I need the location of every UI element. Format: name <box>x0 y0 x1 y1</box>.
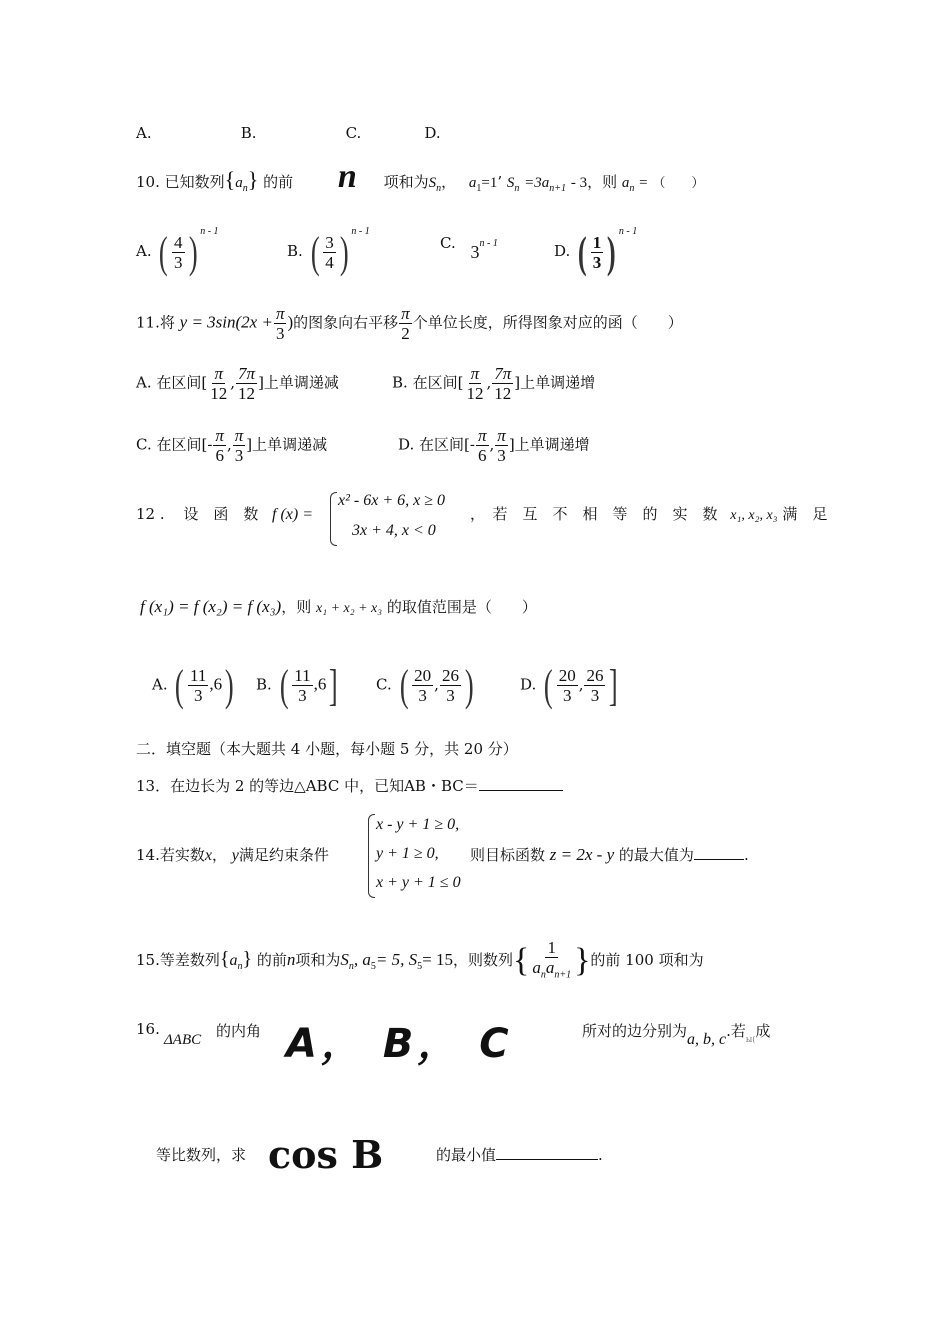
question-12-line-2 <box>140 596 537 617</box>
q16-tiny: ы( <box>745 1035 756 1044</box>
q12-opt-b-num: 11 <box>294 666 311 685</box>
option-d: D. <box>424 124 441 142</box>
top-options <box>136 124 441 142</box>
question-14 <box>136 844 329 865</box>
q11-opt-a-d1: 12 <box>210 384 228 403</box>
q15-s5: = 5, S <box>375 950 418 970</box>
q11-two: 2 <box>401 324 410 343</box>
q10-a1: a <box>468 175 477 191</box>
q16-blank <box>496 1159 598 1160</box>
q12-text-3: 满 足 <box>782 505 828 523</box>
q12-opt-d-num1: 20 <box>558 666 576 685</box>
q12-opt-b-den: 3 <box>298 686 307 705</box>
q12-opt-c-den1: 3 <box>418 686 427 705</box>
q10-opt-a-num: 4 <box>174 232 183 252</box>
q16-line-2 <box>156 1144 246 1165</box>
q14-constraint-2: y + 1 ≥ 0, <box>376 845 439 862</box>
q11-option-a: A. 在区间[ $\frac{\pi}{12}$ , $\frac{7\pi}{12}$ ]上单调递减 <box>136 364 339 403</box>
q11-option-c: C. 在区间[- $\frac{\pi}{6}$ , $\frac{\pi}{3}$ ]上单调递减 <box>136 426 328 465</box>
q12-option-d: D. ( $\frac{20}{3}$ , $\frac{26}{3}$ ] <box>520 661 619 710</box>
q10-an2: a <box>621 175 630 191</box>
q10-big-n: n <box>337 158 357 195</box>
q10-opt-b-label: B. <box>287 242 303 260</box>
q10-opt-d-den: 3 <box>592 252 602 272</box>
q10-sn-sub: n <box>436 183 442 194</box>
q10-opt-b-num: 3 <box>325 232 334 252</box>
q15-text-1: 等差数列 <box>159 951 220 970</box>
q11-opt-d-label: D. <box>398 435 415 454</box>
q12-sum: x₁ + x₂ + x₃ <box>316 601 383 616</box>
question-13 <box>136 775 563 796</box>
q11-option-b: B. 在区间[ $\frac{\pi}{12}$ , $\frac{7\pi}{12}$ ]上单调递增 <box>392 364 596 403</box>
q11-close: ) <box>287 312 294 332</box>
q11-opt-b-n2: 7π <box>494 364 512 383</box>
q12-option-a <box>152 660 237 711</box>
q11-pi-2: π <box>401 304 410 323</box>
q15-one: 1 <box>547 938 556 957</box>
q16-cosb: cos B <box>268 1132 384 1177</box>
q12-opt-c-lparen: ( <box>399 661 409 710</box>
q12-opt-a-rest: ,6 <box>209 674 223 694</box>
q12-opt-d-den1: 3 <box>562 686 572 705</box>
q10-a1-sub: 1 <box>476 183 482 194</box>
section-2-heading: 二．填空题（本大题共 4 小题，每小题 5 分，共 20 分） <box>136 740 518 758</box>
q12-opt-a-rparen: ) <box>225 661 234 710</box>
q12-opt-b-label: B. <box>256 675 272 694</box>
q11-opt-b-label: B. <box>392 373 408 392</box>
q10-then: ，则 <box>587 173 618 191</box>
q12-opt-a-den: 3 <box>193 686 203 705</box>
q11-option-d: D. 在区间[- $\frac{\pi}{6}$ , $\frac{\pi}{3}$ ]上单调递增 <box>398 426 590 465</box>
q12-opt-c-rparen: ) <box>464 661 474 710</box>
q10-number: 10. <box>136 173 160 191</box>
q16-text-4: 成 <box>755 1022 771 1040</box>
q12-text-5: 的取值范围是（ ） <box>386 598 537 616</box>
q10-opt-b-exp: n - 1 <box>351 226 370 237</box>
q16-triangle: ΔABC <box>164 1032 202 1048</box>
q11-opt-a-d2: 12 <box>238 384 256 403</box>
q10-opt-c-exp: n - 1 <box>479 238 498 249</box>
q10-paren: （ ） <box>652 176 705 191</box>
q15-a-sub: n <box>237 961 243 973</box>
q10-opt-c-label: C. <box>440 234 456 252</box>
q16-big-abc: A， B， C <box>286 1021 513 1067</box>
q12-text-2-wrap <box>470 503 827 524</box>
q15-a: a <box>229 952 238 970</box>
q15-text-3: 项和为 <box>295 951 341 970</box>
q11-opt-b-n1: π <box>470 364 480 383</box>
q16-abc: a, b, c <box>687 1031 727 1048</box>
q14-y: y <box>231 847 239 864</box>
q12-case-2: 3x + 4, x < 0 <box>352 522 436 539</box>
question-11 <box>136 304 683 343</box>
q15-eq15: = 15 <box>422 950 453 970</box>
q12-opt-b-rest: ,6 <box>313 674 327 694</box>
q10-an2-sub: n <box>629 183 635 194</box>
q16-text-2-span: 所对的边分别为 <box>582 1022 688 1040</box>
q12-fx: f (x) = <box>272 506 313 523</box>
q10-sn2: S <box>506 175 515 191</box>
option-c: C. <box>345 124 362 142</box>
q15-s-sub: n <box>348 961 354 973</box>
q12-opt-c-num1: 20 <box>414 666 432 685</box>
q16-tail <box>436 1144 603 1165</box>
q14-x: x <box>204 847 212 864</box>
q14-text-3: 则目标函数 <box>470 846 546 864</box>
q10-eq: =3a <box>524 175 550 191</box>
q15-den-sub1: n <box>540 969 546 981</box>
q12-opt-d-lparen: ( <box>543 661 553 710</box>
q15-number: 15. <box>136 951 160 970</box>
q10-opt-b-den: 4 <box>325 252 334 272</box>
q15-a5-sub: 5 <box>370 961 376 973</box>
q10-sub-n1: n+1 <box>549 183 567 194</box>
q12-option-b <box>256 660 341 711</box>
q16-text-3: .若 <box>726 1022 746 1040</box>
q11-text-3: 个单位长度，所得图象对应的函（ ） <box>412 313 683 332</box>
q10-text-3: 项和为 <box>383 173 429 191</box>
q15-text-4: ，则数列 <box>452 951 513 970</box>
q15-text-5: 的前 100 项和为 <box>590 951 704 970</box>
q14-text-1: 若实数 <box>159 846 205 864</box>
q11-opt-b-d1: 12 <box>466 384 484 403</box>
q12-text-2: ， 若 互 不 相 等 的 实 数 <box>470 505 718 523</box>
q11-opt-c-d1: 6 <box>215 446 224 465</box>
q14-text-4: 的最大值为 <box>618 846 694 864</box>
q11-opt-d-n1: π <box>477 426 487 445</box>
q12-text-4: ，则 <box>281 598 312 616</box>
q10-option-d: D. ( $\frac{1}{3}$ ) $^{n - 1}$ <box>554 226 638 277</box>
q10-minus3: - 3 <box>570 175 588 191</box>
q14-number: 14. <box>136 846 160 864</box>
q16-number: 16. <box>136 1020 160 1038</box>
q13-blank <box>479 790 563 791</box>
q11-expr: y = 3sin(2x + <box>179 312 273 332</box>
q12-opt-d-label: D. <box>520 675 537 694</box>
q11-opt-c-n1: π <box>215 426 224 445</box>
q12-number: 12 . <box>136 505 165 523</box>
q11-opt-d-d1: 6 <box>477 446 487 465</box>
q12-option-c: C. ( $\frac{20}{3}$ , $\frac{26}{3}$ ) <box>376 661 474 710</box>
q15-s: S <box>340 950 349 970</box>
q10-text-1: 已知数列 <box>164 173 225 191</box>
q11-opt-b-end: ]上单调递增 <box>514 373 596 392</box>
q14-constraint-3: x + y + 1 ≤ 0 <box>376 874 461 891</box>
q10-opt-d-label: D. <box>554 242 571 260</box>
q10-a: a <box>235 175 243 191</box>
q11-opt-a-label: A. <box>136 373 152 392</box>
q11-opt-d-end: ]上单调递增 <box>508 435 590 454</box>
q14-constraint-1: x - y + 1 ≥ 0, <box>376 816 460 833</box>
q12-opt-c-num2: 26 <box>441 666 459 685</box>
q12-opt-d-rparen: ] <box>609 661 619 710</box>
q11-text-2: 的图象向右平移 <box>293 313 399 332</box>
option-a: A. <box>136 124 152 142</box>
q11-pi: π <box>275 304 285 323</box>
q10-sn2-sub: n <box>514 183 520 194</box>
q11-opt-c-end: ]上单调递减 <box>246 435 328 454</box>
q14-brace <box>368 814 375 898</box>
q11-number: 11. <box>136 313 160 332</box>
q11-opt-c-n2: π <box>234 426 244 445</box>
q11-three: 3 <box>275 324 285 343</box>
q11-opt-a-n2: 7π <box>238 364 256 383</box>
q12-eq: f (x₁) = f (x₂) = f (x₃) <box>140 597 282 616</box>
q16-text-6: 的最小值 <box>436 1146 497 1164</box>
q15-den-a1: a <box>532 958 541 977</box>
q12-opt-a-lparen: ( <box>175 661 185 710</box>
q11-opt-d-text: 在区间[- <box>419 435 475 454</box>
q12-piecewise <box>272 492 446 539</box>
q12-opt-b-lparen: ( <box>279 661 289 710</box>
q16-text-5: 等比数列，求 <box>156 1146 247 1164</box>
q16-text-2 <box>582 1020 771 1048</box>
q10-opt-a-den: 3 <box>174 252 183 272</box>
q12-opt-c-label: C. <box>376 675 392 694</box>
question-10: 10. 已知数列$\{a_n\}$ 的前 n 项和为$S_n$， $a_1=1$’ $S_n =3a_{n+1} - 3$，则 $a_n$ = （ ） <box>136 158 705 195</box>
q10-text-2: 的前 <box>263 173 294 191</box>
q15-n: n <box>286 950 296 970</box>
q11-opt-d-d2: 3 <box>497 446 506 465</box>
q10-a1-eq: =1 <box>481 175 498 191</box>
q12-text-1: 设 函 数 <box>183 505 259 523</box>
q12-brace <box>330 492 337 546</box>
option-b: B. <box>240 124 257 142</box>
q14-comma: ， <box>211 846 227 864</box>
q13-text: 13．在边长为 2 的等边△ABC 中，已知AB・BC＝ <box>136 777 479 795</box>
q10-opt-c-base: 3 <box>470 242 480 262</box>
q11-opt-a-n1: π <box>214 364 224 383</box>
q11-opt-a-text: 在区间[ <box>156 373 208 392</box>
q15-text-2: 的前 <box>256 951 287 970</box>
q14-objective: z = 2x - y <box>549 845 615 864</box>
q12-opt-a-label: A. <box>152 675 168 694</box>
q15-den: $a_na_{n+1}$ <box>532 958 572 981</box>
question-15: 15.等差数列$\{a_n\}$ 的前n项和为$S_n$, $a_5= 5$, $S_5= 15$，则数列{ $\frac{1}{a_na_{n+1}}$ }的前 100 项和为 <box>136 938 704 984</box>
q10-opt-d-num: 1 <box>592 232 602 252</box>
q12-opt-b-rparen: ] <box>329 661 339 710</box>
q10-option-b: B. ( $\frac{3}{4}$ ) $^{n - 1}$ <box>287 226 370 277</box>
q10-eq2: = <box>639 175 648 191</box>
q11-opt-c-label: C. <box>136 435 152 454</box>
q15-s5-sub: 5 <box>417 961 423 973</box>
q11-opt-c-text: 在区间[- <box>156 435 213 454</box>
q11-opt-a-end: ]上单调递减 <box>258 373 339 392</box>
q10-sn: S <box>428 175 437 191</box>
q10-sub: n <box>242 183 248 194</box>
q10-option-c <box>440 232 498 262</box>
q12-opt-a-num: 11 <box>190 666 207 685</box>
q14-text-2: 满足约束条件 <box>238 846 329 864</box>
q16-text-1: 的内角 <box>216 1022 262 1040</box>
q12-opt-d-den2: 3 <box>590 686 600 705</box>
q14-end: . <box>743 846 749 864</box>
q12-opt-c-den2: 3 <box>446 686 455 705</box>
q10-option-a: A. ( $\frac{4}{3}$ ) $^{n - 1}$ <box>136 226 219 277</box>
q16-end: . <box>598 1146 603 1164</box>
q11-opt-c-d2: 3 <box>234 446 244 465</box>
q10-opt-a-exp: n - 1 <box>200 226 219 237</box>
q10-opt-a-label: A. <box>136 242 152 260</box>
question-12-line-1 <box>136 503 258 524</box>
q14-tail <box>470 844 749 865</box>
q12-case-1: x² - 6x + 6, x ≥ 0 <box>338 492 446 509</box>
q11-opt-d-n2: π <box>497 426 506 445</box>
q15-a5: , a <box>353 950 371 970</box>
q11-opt-b-text: 在区间[ <box>412 373 464 392</box>
q10-comma: ， <box>441 173 457 191</box>
q11-opt-b-d2: 12 <box>494 384 512 403</box>
q10-opt-d-exp: n - 1 <box>618 226 638 237</box>
q12-opt-d-num2: 26 <box>586 666 604 685</box>
q15-den-a2: a <box>545 958 555 977</box>
q12-xs: x₁, x₂, x₃ <box>730 508 778 523</box>
q14-blank <box>694 859 744 860</box>
q11-text-1: 将 <box>159 313 175 332</box>
